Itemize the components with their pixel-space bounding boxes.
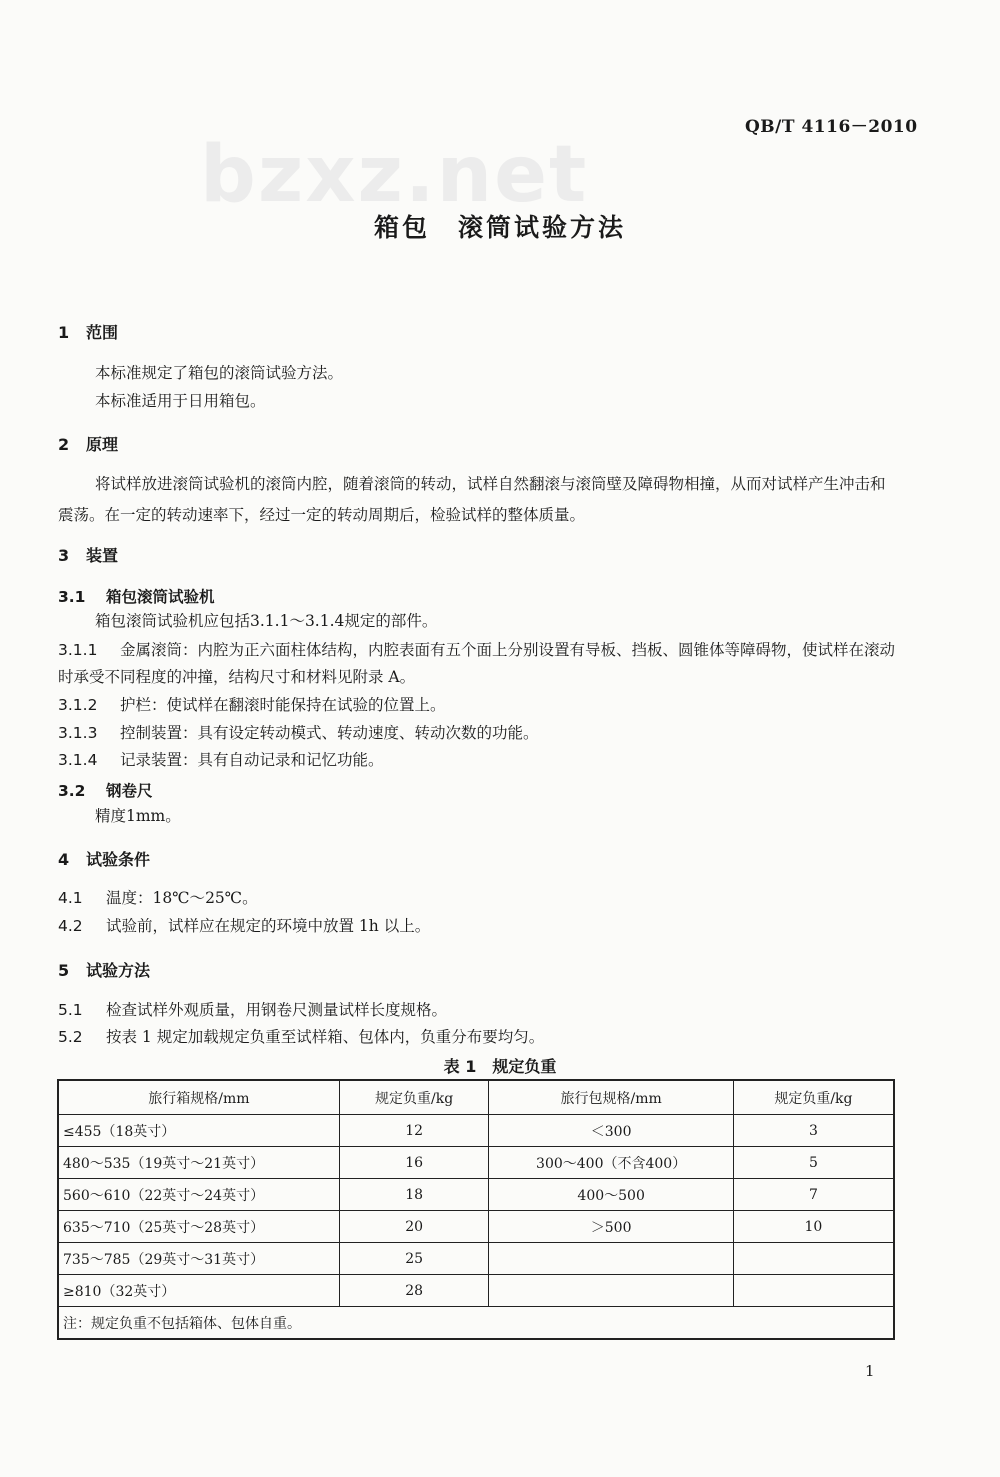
item-3-1-1 bbox=[58, 637, 898, 691]
section-2-heading bbox=[58, 432, 118, 455]
section-number: 1 bbox=[58, 323, 70, 342]
section-number: 4 bbox=[58, 850, 70, 869]
section-title: 范围 bbox=[86, 323, 119, 342]
suitcase-size-cell: ≥810（32英寸） bbox=[58, 1275, 339, 1307]
scope-line-2: 本标准适用于日用箱包。 bbox=[95, 392, 266, 410]
bag-size-cell: 300～400（不含400） bbox=[489, 1147, 733, 1179]
item-4-1 bbox=[58, 885, 898, 912]
item-5-2 bbox=[58, 1024, 898, 1051]
bag-load-cell: 7 bbox=[733, 1179, 894, 1211]
section-title: 试验条件 bbox=[86, 850, 151, 869]
suitcase-load-cell: 18 bbox=[339, 1179, 489, 1211]
item-3-1-2 bbox=[58, 692, 898, 719]
suitcase-load-cell: 20 bbox=[339, 1211, 489, 1243]
section-4-heading bbox=[58, 847, 150, 870]
section-number: 3 bbox=[58, 546, 70, 565]
item-3-1-4 bbox=[58, 747, 898, 774]
bag-load-cell bbox=[733, 1275, 894, 1307]
table-note: 注：规定负重不包括箱体、包体自重。 bbox=[58, 1307, 894, 1340]
section-title: 原理 bbox=[86, 435, 119, 454]
table-row bbox=[58, 1179, 894, 1211]
suitcase-size-cell: 735～785（29英寸～31英寸） bbox=[58, 1243, 339, 1275]
standard-code: QB/T 4116－2010 bbox=[745, 117, 918, 137]
item-text: 温度：18℃～25℃。 bbox=[106, 889, 258, 907]
section-title: 箱包滚筒试验机 bbox=[106, 588, 215, 606]
item-text: 金属滚筒：内腔为正六面柱体结构，内腔表面有五个面上分别设置有导板、挡板、圆锥体等障碍物，使试样在滚动时承受不同程度的冲撞，结构尺寸和材料见附录 A。 bbox=[58, 641, 896, 686]
header-suitcase-size: 旅行箱规格/mm bbox=[58, 1080, 339, 1115]
section-title: 钢卷尺 bbox=[106, 782, 153, 800]
section-number: 2 bbox=[58, 435, 70, 454]
table-row bbox=[58, 1243, 894, 1275]
item-3-1-3 bbox=[58, 720, 898, 747]
table-row bbox=[58, 1115, 894, 1147]
bag-size-cell bbox=[489, 1275, 733, 1307]
item-number: 3.1.2 bbox=[58, 696, 98, 714]
header-suitcase-load: 规定负重/kg bbox=[339, 1080, 489, 1115]
item-5-1 bbox=[58, 997, 898, 1024]
principle-paragraph: 将试样放进滚筒试验机的滚筒内腔，随着滚筒的转动，试样自然翻滚与滚筒壁及障碍物相撞，从而对试样产生冲击和震荡。在一定的转动速率下，经过一定的转动周期后，检验试样的整体质量。 bbox=[58, 475, 886, 524]
bag-size-cell bbox=[489, 1243, 733, 1275]
item-text: 检查试样外观质量，用钢卷尺测量试样长度规格。 bbox=[106, 1001, 448, 1019]
table-header-row bbox=[58, 1080, 894, 1115]
item-number: 3.1.3 bbox=[58, 724, 98, 742]
section-3-2-heading bbox=[58, 779, 153, 801]
suitcase-load-cell: 28 bbox=[339, 1275, 489, 1307]
section-3-1-heading bbox=[58, 585, 215, 607]
section-number: 3.1 bbox=[58, 588, 86, 606]
item-text: 按表 1 规定加载规定负重至试样箱、包体内，负重分布要均匀。 bbox=[106, 1028, 545, 1046]
table-caption: 表 1 规定负重 bbox=[443, 1057, 557, 1076]
table-row bbox=[58, 1275, 894, 1307]
table-row bbox=[58, 1147, 894, 1179]
bag-load-cell: 3 bbox=[733, 1115, 894, 1147]
item-number: 5.1 bbox=[58, 1001, 83, 1019]
header-bag-load: 规定负重/kg bbox=[733, 1080, 894, 1115]
suitcase-size-cell: 635～710（25英寸～28英寸） bbox=[58, 1211, 339, 1243]
item-text: 控制装置：具有设定转动模式、转动速度、转动次数的功能。 bbox=[120, 724, 539, 742]
section-title: 装置 bbox=[86, 546, 119, 565]
section-3-heading bbox=[58, 543, 118, 566]
suitcase-load-cell: 16 bbox=[339, 1147, 489, 1179]
table-row bbox=[58, 1211, 894, 1243]
suitcase-load-cell: 12 bbox=[339, 1115, 489, 1147]
watermark: bzxz.net bbox=[200, 130, 589, 220]
item-text: 试验前，试样应在规定的环境中放置 1h 以上。 bbox=[106, 917, 431, 935]
document-title: 箱包 滚筒试验方法 bbox=[373, 213, 626, 242]
item-number: 3.1.1 bbox=[58, 641, 98, 659]
table-note-row bbox=[58, 1307, 894, 1340]
item-number: 4.2 bbox=[58, 917, 83, 935]
section-3-1-text: 箱包滚筒试验机应包括3.1.1～3.1.4规定的部件。 bbox=[95, 612, 438, 630]
item-number: 4.1 bbox=[58, 889, 83, 907]
load-table bbox=[57, 1079, 895, 1340]
bag-load-cell: 5 bbox=[733, 1147, 894, 1179]
item-4-2 bbox=[58, 913, 898, 940]
item-number: 5.2 bbox=[58, 1028, 83, 1046]
suitcase-size-cell: ≤455（18英寸） bbox=[58, 1115, 339, 1147]
item-text: 护栏：使试样在翻滚时能保持在试验的位置上。 bbox=[120, 696, 446, 714]
section-title: 试验方法 bbox=[86, 961, 151, 980]
section-1-heading bbox=[58, 320, 118, 343]
item-text: 记录装置：具有自动记录和记忆功能。 bbox=[120, 751, 384, 769]
suitcase-size-cell: 560～610（22英寸～24英寸） bbox=[58, 1179, 339, 1211]
bag-size-cell: ＜300 bbox=[489, 1115, 733, 1147]
bag-size-cell: 400～500 bbox=[489, 1179, 733, 1211]
bag-load-cell: 10 bbox=[733, 1211, 894, 1243]
item-number: 3.1.4 bbox=[58, 751, 98, 769]
section-number: 5 bbox=[58, 961, 70, 980]
section-number: 3.2 bbox=[58, 782, 86, 800]
header-bag-size: 旅行包规格/mm bbox=[489, 1080, 733, 1115]
page-number: 1 bbox=[865, 1362, 875, 1380]
suitcase-size-cell: 480～535（19英寸～21英寸） bbox=[58, 1147, 339, 1179]
bag-load-cell bbox=[733, 1243, 894, 1275]
suitcase-load-cell: 25 bbox=[339, 1243, 489, 1275]
section-3-2-text: 精度1mm。 bbox=[95, 807, 181, 825]
bag-size-cell: ＞500 bbox=[489, 1211, 733, 1243]
section-5-heading bbox=[58, 958, 150, 981]
scope-line-1: 本标准规定了箱包的滚筒试验方法。 bbox=[95, 364, 344, 382]
